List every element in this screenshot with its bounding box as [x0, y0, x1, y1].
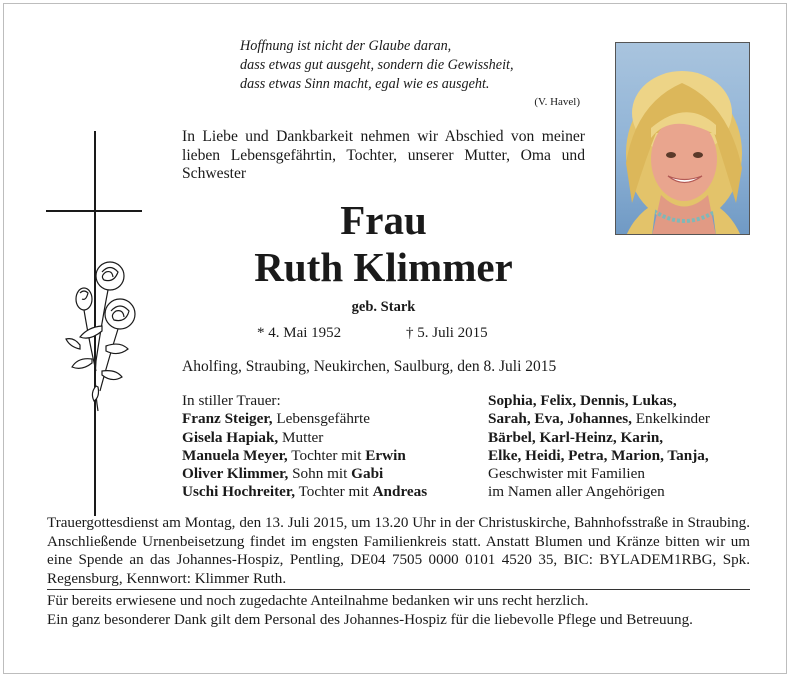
cross-with-roses-icon [44, 131, 144, 516]
mourner-name: Gabi [351, 465, 384, 483]
mourner-name: Sarah, Eva, Johannes, [488, 410, 632, 428]
mourner-relation: Sohn mit [288, 465, 352, 483]
mourner-name: Bärbel, Karl-Heinz, Karin, [488, 428, 664, 446]
mourner-name: Uschi Hochreiter, [182, 483, 296, 501]
mourner-line [182, 483, 427, 501]
mourner-line [182, 429, 427, 447]
mourner-relation: Enkelkinder [631, 410, 710, 428]
mourners-right [488, 392, 710, 502]
mourner-relation: Mutter [278, 428, 324, 446]
mourner-name: Oliver Klimmer, [182, 465, 289, 483]
mourner-name: Sophia, Felix, Dennis, Lukas, [488, 392, 677, 409]
thanks-text [47, 592, 750, 629]
divider [47, 589, 750, 590]
mourner-relation: Tochter mit [295, 483, 373, 501]
thanks-line: Ein ganz besonderer Dank gilt dem Personal des Johannes-Hospiz für die liebevolle Pflege und Betreuung. [47, 611, 693, 628]
quote [240, 37, 585, 94]
honorific: Frau [340, 197, 427, 243]
mourner-relation: Geschwister mit Familien [488, 465, 645, 483]
mourner-relation: In stiller Trauer: [182, 392, 281, 409]
maiden-name: geb. Stark [351, 299, 416, 315]
quote-attribution: (V. Havel) [534, 96, 580, 108]
mourner-name: Andreas [372, 483, 428, 501]
death-date: † 5. Juli 2015 [406, 325, 488, 341]
mourner-line [488, 429, 710, 447]
quote-line: dass etwas Sinn macht, egal wie es ausgeht. [240, 76, 490, 92]
portrait-photo [615, 42, 750, 235]
quote-line: dass etwas gut ausgeht, sondern die Gewissheit, [240, 57, 514, 73]
mourner-name: Franz Steiger, [182, 410, 273, 428]
quote-line: Hoffnung ist nicht der Glaube daran, [240, 38, 452, 54]
mourner-line [182, 465, 427, 483]
mourner-line [488, 483, 710, 501]
mourner-line [488, 465, 710, 483]
service-info: Trauergottesdienst am Montag, den 13. Juli 2015, um 13.20 Uhr in der Christuskirche, Bahnhofsstraße in Straubing. Anschließende Urnenbeisetzung findet im engsten Familienkreis statt. Anstatt Blumen und Kränze bitten wir um eine Spende an das Johannes-Hospiz, Pentling, DE04 7505 0000 0101 4520 35, BIC: BYLADEM1RBG, Spk. Regensburg, Kennwort: Klimmer Ruth. [47, 515, 750, 587]
mourner-line [488, 410, 710, 428]
mourner-line [488, 447, 710, 465]
mourner-name: Elke, Heidi, Petra, Marion, Tanja, [488, 446, 709, 464]
mourner-relation: im Namen aller Angehörigen [488, 483, 665, 501]
deceased-name: Ruth Klimmer [254, 244, 513, 290]
place-date: Aholfing, Straubing, Neukirchen, Saulburg, den 8. Juli 2015 [182, 358, 557, 375]
mourner-name: Gisela Hapiak, [182, 428, 279, 446]
portrait-image [616, 43, 750, 235]
mourner-line [488, 392, 710, 410]
intro-text: In Liebe und Dankbarkeit nehmen wir Abschied von meiner lieben Lebensgefährtin, Tochter, unserer Mutter, Oma und Schwester [182, 128, 585, 182]
mourner-line [182, 410, 427, 428]
mourners-left [182, 392, 427, 502]
mourner-line [182, 392, 427, 410]
birth-date: * 4. Mai 1952 [257, 325, 342, 341]
thanks-line: Für bereits erwiesene und noch zugedachte Anteilnahme bedanken wir uns recht herzlich. [47, 593, 589, 609]
obituary-notice [3, 3, 787, 674]
mourner-name: Manuela Meyer, [182, 446, 288, 464]
mourner-name: Erwin [365, 446, 406, 464]
mourner-line [182, 447, 427, 465]
mourner-relation: Tochter mit [287, 446, 366, 464]
mourner-relation: Lebensgefährte [272, 410, 370, 428]
